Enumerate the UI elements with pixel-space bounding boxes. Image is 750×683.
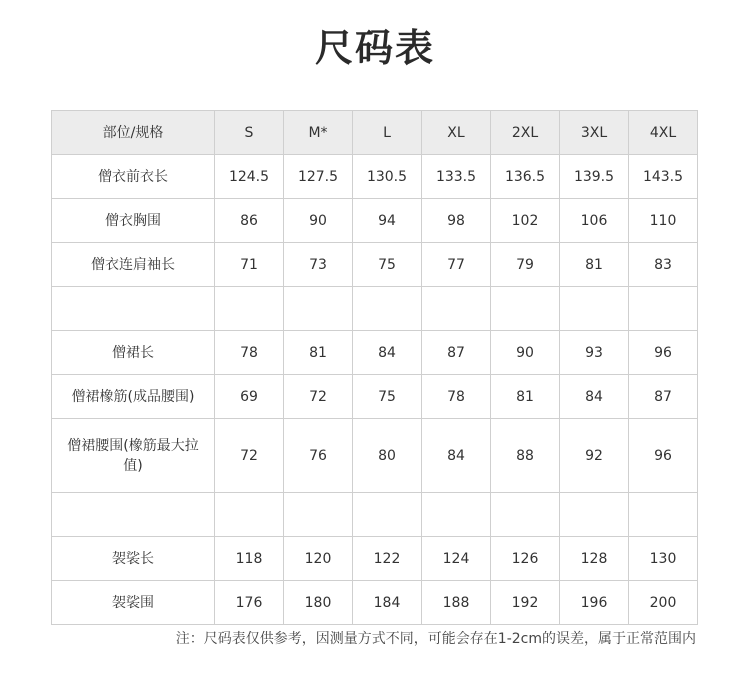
value-cell: 102 bbox=[491, 199, 560, 243]
value-cell: 188 bbox=[422, 581, 491, 625]
value-cell: 84 bbox=[422, 419, 491, 493]
value-cell: 80 bbox=[353, 419, 422, 493]
row-label-cell: 僧衣胸围 bbox=[52, 199, 215, 243]
table-header-row bbox=[52, 111, 698, 155]
value-cell: 87 bbox=[422, 331, 491, 375]
header-cell-part: 部位/规格 bbox=[52, 111, 215, 155]
row-label-cell bbox=[52, 493, 215, 537]
value-cell: 75 bbox=[353, 375, 422, 419]
value-cell: 86 bbox=[215, 199, 284, 243]
value-cell bbox=[353, 493, 422, 537]
value-cell: 71 bbox=[215, 243, 284, 287]
value-cell bbox=[422, 493, 491, 537]
value-cell: 90 bbox=[491, 331, 560, 375]
value-cell: 87 bbox=[629, 375, 698, 419]
value-cell: 196 bbox=[560, 581, 629, 625]
header-cell-size: 4XL bbox=[629, 111, 698, 155]
row-label-cell: 僧裙橡筋(成品腰围) bbox=[52, 375, 215, 419]
value-cell: 128 bbox=[560, 537, 629, 581]
table-row bbox=[52, 331, 698, 375]
value-cell: 110 bbox=[629, 199, 698, 243]
value-cell: 98 bbox=[422, 199, 491, 243]
table-row bbox=[52, 419, 698, 493]
header-cell-size: M* bbox=[284, 111, 353, 155]
value-cell bbox=[284, 287, 353, 331]
value-cell: 127.5 bbox=[284, 155, 353, 199]
value-cell bbox=[629, 287, 698, 331]
value-cell: 72 bbox=[215, 419, 284, 493]
value-cell: 184 bbox=[353, 581, 422, 625]
value-cell: 79 bbox=[491, 243, 560, 287]
table-row bbox=[52, 199, 698, 243]
table-row-spacer bbox=[52, 493, 698, 537]
row-label-cell bbox=[52, 287, 215, 331]
value-cell: 92 bbox=[560, 419, 629, 493]
value-cell: 118 bbox=[215, 537, 284, 581]
value-cell: 81 bbox=[491, 375, 560, 419]
value-cell: 76 bbox=[284, 419, 353, 493]
header-cell-size: 2XL bbox=[491, 111, 560, 155]
value-cell: 78 bbox=[215, 331, 284, 375]
header-cell-size: L bbox=[353, 111, 422, 155]
value-cell: 122 bbox=[353, 537, 422, 581]
value-cell: 90 bbox=[284, 199, 353, 243]
value-cell: 133.5 bbox=[422, 155, 491, 199]
value-cell: 94 bbox=[353, 199, 422, 243]
value-cell: 72 bbox=[284, 375, 353, 419]
table-row-spacer bbox=[52, 287, 698, 331]
value-cell bbox=[215, 493, 284, 537]
header-cell-size: S bbox=[215, 111, 284, 155]
value-cell: 130 bbox=[629, 537, 698, 581]
value-cell bbox=[353, 287, 422, 331]
value-cell bbox=[560, 493, 629, 537]
value-cell: 93 bbox=[560, 331, 629, 375]
header-cell-size: XL bbox=[422, 111, 491, 155]
size-note: 注：尺码表仅供参考，因测量方式不同，可能会存在1-2cm的误差，属于正常范围内 bbox=[175, 631, 696, 647]
value-cell bbox=[215, 287, 284, 331]
header-cell-size: 3XL bbox=[560, 111, 629, 155]
table-row bbox=[52, 581, 698, 625]
value-cell: 124.5 bbox=[215, 155, 284, 199]
value-cell bbox=[422, 287, 491, 331]
value-cell: 84 bbox=[560, 375, 629, 419]
table-body bbox=[52, 155, 698, 625]
value-cell: 81 bbox=[560, 243, 629, 287]
value-cell: 96 bbox=[629, 419, 698, 493]
row-label-cell: 僧衣连肩袖长 bbox=[52, 243, 215, 287]
value-cell bbox=[560, 287, 629, 331]
value-cell: 126 bbox=[491, 537, 560, 581]
value-cell: 69 bbox=[215, 375, 284, 419]
page-title: 尺码表 bbox=[314, 25, 435, 70]
value-cell: 88 bbox=[491, 419, 560, 493]
value-cell: 139.5 bbox=[560, 155, 629, 199]
table-row bbox=[52, 375, 698, 419]
row-label-cell: 僧衣前衣长 bbox=[52, 155, 215, 199]
value-cell: 96 bbox=[629, 331, 698, 375]
value-cell: 77 bbox=[422, 243, 491, 287]
value-cell: 136.5 bbox=[491, 155, 560, 199]
value-cell: 84 bbox=[353, 331, 422, 375]
size-chart-table bbox=[51, 110, 698, 625]
table-row bbox=[52, 243, 698, 287]
table-row bbox=[52, 537, 698, 581]
value-cell: 192 bbox=[491, 581, 560, 625]
value-cell bbox=[629, 493, 698, 537]
value-cell bbox=[284, 493, 353, 537]
value-cell: 124 bbox=[422, 537, 491, 581]
value-cell: 78 bbox=[422, 375, 491, 419]
value-cell: 176 bbox=[215, 581, 284, 625]
value-cell: 120 bbox=[284, 537, 353, 581]
value-cell: 180 bbox=[284, 581, 353, 625]
value-cell: 130.5 bbox=[353, 155, 422, 199]
row-label-cell: 僧裙腰围(橡筋最大拉值) bbox=[52, 419, 215, 493]
value-cell bbox=[491, 287, 560, 331]
row-label-cell: 僧裙长 bbox=[52, 331, 215, 375]
value-cell: 81 bbox=[284, 331, 353, 375]
value-cell: 83 bbox=[629, 243, 698, 287]
value-cell: 143.5 bbox=[629, 155, 698, 199]
row-label-cell: 袈裟长 bbox=[52, 537, 215, 581]
table-row bbox=[52, 155, 698, 199]
value-cell bbox=[491, 493, 560, 537]
value-cell: 200 bbox=[629, 581, 698, 625]
value-cell: 106 bbox=[560, 199, 629, 243]
value-cell: 75 bbox=[353, 243, 422, 287]
row-label-cell: 袈裟围 bbox=[52, 581, 215, 625]
value-cell: 73 bbox=[284, 243, 353, 287]
